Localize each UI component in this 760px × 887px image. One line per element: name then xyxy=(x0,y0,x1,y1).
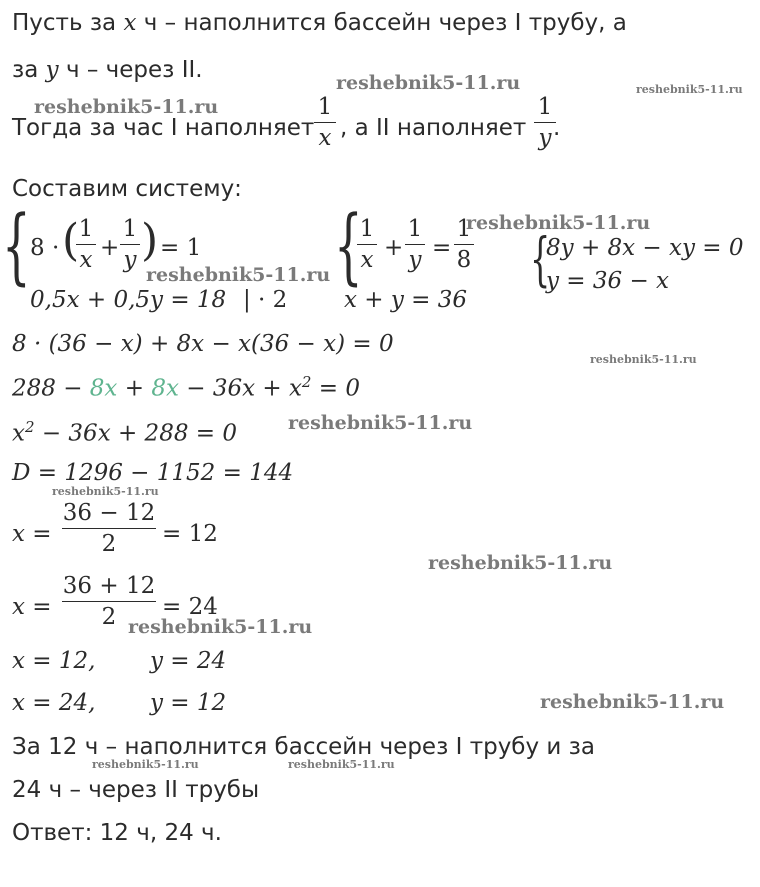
system3-eq1: 8y + 8x − xy = 0 xyxy=(546,235,744,261)
intro-line-3b: , а II наполняет xyxy=(340,115,527,141)
step-text: = 0 xyxy=(311,375,360,402)
system1-eq2: 0,5x + 0,5y = 18 xyxy=(30,287,227,313)
watermark: reshebnik5-11.ru xyxy=(34,96,219,118)
step-text: − 36x + x xyxy=(178,375,302,402)
fraction-denominator: x xyxy=(79,247,93,273)
brace-icon: { xyxy=(334,199,363,294)
left-paren-icon: ( xyxy=(62,215,80,266)
pair1-x: x = 12, xyxy=(12,648,96,674)
pair2-y: y = 12 xyxy=(150,690,227,716)
watermark: reshebnik5-11.ru xyxy=(288,412,473,434)
watermark: reshebnik5-11.ru xyxy=(288,758,395,771)
step-text: + xyxy=(117,375,152,402)
fraction-one-over-y xyxy=(405,218,425,272)
brace-icon: { xyxy=(2,199,31,294)
step-expand: 8 · (36 − x) + 8x − x(36 − x) = 0 xyxy=(12,331,394,357)
answer-line: Ответ: 12 ч, 24 ч. xyxy=(12,820,222,846)
step-text: 288 − xyxy=(12,375,90,402)
plus-sign: + xyxy=(100,235,120,261)
fraction-denominator: 2 xyxy=(101,604,117,630)
equals-sign: = xyxy=(432,235,452,261)
fraction-numerator: 1 xyxy=(456,216,472,242)
fraction-denominator: 8 xyxy=(456,247,472,273)
fraction-numerator: 1 xyxy=(537,94,553,120)
watermark: reshebnik5-11.ru xyxy=(52,485,159,498)
watermark: reshebnik5-11.ru xyxy=(428,552,613,574)
system1-eq1-suffix: = 1 xyxy=(160,235,202,261)
watermark: reshebnik5-11.ru xyxy=(540,691,725,713)
fraction-numerator: 1 xyxy=(78,216,94,242)
watermark: reshebnik5-11.ru xyxy=(128,616,313,638)
watermark: reshebnik5-11.ru xyxy=(146,264,331,286)
fraction-one-over-y xyxy=(120,218,140,272)
watermark: reshebnik5-11.ru xyxy=(636,83,743,96)
root1-rhs: = 12 xyxy=(162,521,218,547)
watermark: reshebnik5-11.ru xyxy=(92,758,199,771)
fraction-one-over-x xyxy=(76,218,96,272)
fraction-numerator: 36 + 12 xyxy=(62,573,156,599)
watermark: reshebnik5-11.ru xyxy=(336,72,521,94)
cancelled-term: 8x xyxy=(151,375,179,402)
fraction-one-over-x xyxy=(357,218,377,272)
fraction-denominator: y xyxy=(123,247,137,273)
fraction-denominator: x xyxy=(360,247,374,273)
cancelled-term: 8x xyxy=(89,375,118,402)
intro-line-3a: Тогда за час I наполняет xyxy=(12,115,315,141)
root1-fraction xyxy=(62,502,156,556)
root1-lhs: x = xyxy=(12,521,52,547)
plus-sign: + xyxy=(384,235,404,261)
fraction-denominator: 2 xyxy=(101,531,117,557)
variable-y: y xyxy=(45,57,59,83)
system1-eq1-prefix: 8 · xyxy=(30,235,60,261)
variable-x: x xyxy=(123,10,137,36)
conclusion-line-2: 24 ч – через II трубы xyxy=(12,777,260,803)
fraction-denominator: y xyxy=(408,247,422,273)
root2-rhs: = 24 xyxy=(162,594,218,620)
step-text: x xyxy=(12,420,25,447)
fraction-numerator: 36 − 12 xyxy=(62,500,156,526)
intro-text: ч – через II. xyxy=(58,57,203,83)
conclusion-line-1: За 12 ч – наполнится бассейн через I трубу и за xyxy=(12,734,595,760)
system-label: Составим систему: xyxy=(12,176,242,202)
fraction-one-over-x xyxy=(314,96,336,150)
pair1-y: y = 24 xyxy=(150,648,227,674)
fraction-numerator: 1 xyxy=(407,216,423,242)
step-simplify xyxy=(12,375,360,401)
intro-period: . xyxy=(553,115,561,141)
watermark: reshebnik5-11.ru xyxy=(590,353,697,366)
step-quadratic xyxy=(12,420,237,446)
step-discriminant: D = 1296 − 1152 = 144 xyxy=(12,460,294,486)
right-paren-icon: ) xyxy=(141,215,159,266)
fraction-numerator: 1 xyxy=(122,216,138,242)
exponent: 2 xyxy=(24,418,35,436)
fraction-numerator: 1 xyxy=(359,216,375,242)
intro-text: Пусть за xyxy=(12,10,124,36)
step-text: − 36x + 288 = 0 xyxy=(34,420,237,447)
fraction-numerator: 1 xyxy=(317,94,333,120)
brace-icon: { xyxy=(530,225,551,293)
intro-text: ч – наполнится бассейн через I трубу, а xyxy=(136,10,627,36)
exponent: 2 xyxy=(301,373,312,391)
fraction-denominator: x xyxy=(318,125,332,151)
intro-text: за xyxy=(12,57,46,83)
watermark: reshebnik5-11.ru xyxy=(466,212,651,234)
system2-eq2: x + y = 36 xyxy=(344,287,468,313)
pair2-x: x = 24, xyxy=(12,690,96,716)
root2-lhs: x = xyxy=(12,594,52,620)
system3-eq2: y = 36 − x xyxy=(546,268,670,294)
intro-line-2 xyxy=(12,59,203,82)
fraction-denominator: y xyxy=(538,125,552,151)
system1-eq2-multiplier: | · 2 xyxy=(243,287,288,313)
intro-line-1 xyxy=(12,12,627,35)
